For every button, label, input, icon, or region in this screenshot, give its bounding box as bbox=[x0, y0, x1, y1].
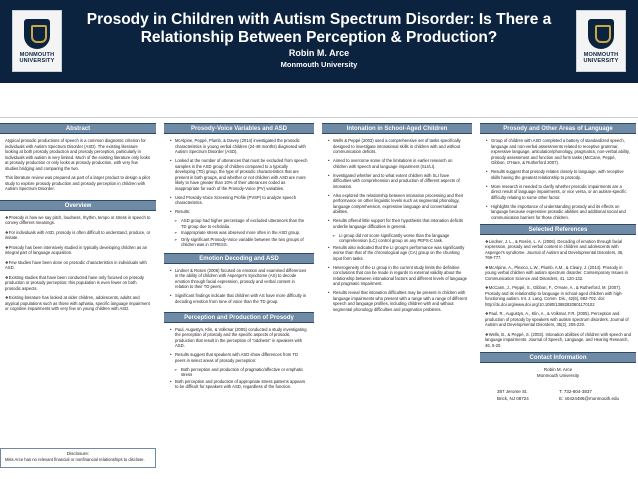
contact-address-line-2: Brick, NJ 08724 bbox=[497, 395, 529, 401]
abstract-body bbox=[0, 138, 156, 192]
intonation-bullet: • Wells & Peppé (2003) used a comprehensive set of tasks specifically designed to investigate intonational skills in children with and without communication deficits. bbox=[327, 138, 467, 155]
overview-item: ❖For individuals with ASD, prosody is often difficult to understand, produce, or imitate. bbox=[5, 229, 151, 240]
poster-title: Prosody in Children with Autism Spectrum Disorder: Is There a Relationship Between Perception & Production? bbox=[86, 11, 552, 46]
poster-affiliation: Monmouth University bbox=[280, 60, 358, 69]
intonation-bullet: • Results reveal that intonation difficulties may be present in children with language impairments who present with a range with a range of different speech and language profiles, including children with and without segmental phonology difficulties and pragmatics problems. bbox=[327, 290, 467, 312]
voice-vars-bullet-sub: ➢ Only significant Prosody-Voice variable between the two groups of children was in STRESS. bbox=[169, 237, 309, 248]
column-1 bbox=[0, 123, 156, 457]
overview-item: ❖Existing studies that have been conducted have only focused on prosody production or prosody perception; this population is even fewer on both prosodic aspects. bbox=[5, 274, 145, 291]
overview-item: ❖Existing literature has looked at older children, adolescents, adults and atypical populations such as those with aphasia, specific language impairment or cognitive impairments with very few on young children with ASD. bbox=[5, 295, 150, 311]
overview-body bbox=[0, 215, 156, 312]
voice-vars-bullet: • Used Prosody-Voice Screening Profile (PVSP) to analyze speech characteristics. bbox=[169, 195, 309, 206]
perception-heading: Perception and Production of Prosody bbox=[164, 312, 314, 323]
perception-bullet: • Results suggest that speakers with ASD show differences from TD peers in select areas of prosody perception: bbox=[169, 352, 309, 363]
logo-text: MONMOUTH UNIVERSITY bbox=[583, 51, 619, 64]
emotion-heading: Emotion Decoding and ASD bbox=[164, 253, 314, 264]
voice-vars-heading: Prosody-Voice Variables and ASD bbox=[164, 123, 314, 134]
intonation-bullet-sub: ➢ LI group did not score significantly worse than the language comprehension (LC) control group on any PEPS-C task. bbox=[327, 233, 467, 244]
overview-item: ❖Prosody is how we say pitch, loudness, rhythm, tempo or stress in speech to convey different meanings. bbox=[5, 214, 151, 225]
intonation-bullet: • Also explored the relationship between intonation processing and their performance on other linguistic levels such as segmental phonology, language comprehension, expressive language and conversational abilities. bbox=[327, 193, 467, 215]
voice-vars-bullet-sub: ➢ ASD group had higher percentage of excluded utterances than the TD group due to echolalia. bbox=[169, 218, 309, 229]
overview-item: ❖Prosody has been intensively studied in typically developing children as an integral part of language acquisition. bbox=[5, 244, 148, 255]
column-2 bbox=[164, 123, 314, 457]
contact-email: E: s0424486@monmouth.edu bbox=[559, 395, 619, 401]
other-areas-bullet: • Group of children with ASD completed a battery of standardized speech, language and non-verbal assessments related to receptive grammar, expressive language, articulation/phonology, pragmatics, non-verbal ability, prosody assessment and function and form tasks (McCann, Peppé, Gibbon, O'Hare, & Rutherford 2007). bbox=[485, 138, 631, 166]
perception-body bbox=[164, 327, 314, 390]
disclosure-text: Miss Arce has no relevant financial or nonfinancial relationships to disclose. bbox=[5, 457, 145, 462]
voice-vars-bullet-sub: ➢ Inappropriate stress was observed more often in the ASD group. bbox=[169, 230, 309, 236]
references-heading: Selected References bbox=[480, 224, 636, 235]
reference-item: ❖McCann, J., Peppé, S., Gibbon, F., O'Hare, A., & Rutherford, M. (2007). Prosody and its relationship to language in school-aged children with high-functioning autism. Int. J. Lang. Comm. Dis., 42(6), 682-702. doi: http://dx.doi.org/www.doi.org/10.1080/13682820601170102 bbox=[485, 285, 623, 307]
university-logo-right bbox=[576, 10, 626, 72]
intonation-bullet: • Results offered little support for their hypothesis that intonation deficits underlie language difficulties in general. bbox=[327, 218, 467, 229]
intonation-body bbox=[322, 138, 472, 312]
contact-heading: Contact Information bbox=[480, 352, 636, 363]
perception-bullet-sub: ➢ Both perception and production of pragmatic/affective or emphatic stress bbox=[169, 367, 309, 378]
contact-body bbox=[480, 367, 636, 402]
voice-vars-bullet: • Results: bbox=[169, 209, 309, 215]
intonation-bullet: • Results also indicated that the LI group's performance was significantly worse than that of the chronological age (CA) group on the chunking input form tasks. bbox=[327, 245, 467, 262]
university-logo-left bbox=[12, 10, 62, 72]
overview-item: ❖Few studies have been done on prosodic characteristics in individuals with ASD. bbox=[5, 259, 147, 270]
column-4 bbox=[480, 123, 636, 457]
intonation-bullet: • Heterogeneity of the LI group in the current study limits the definitive conclusions that can be made in regards to external validity about the relationship between intonational factors and different levels of language and pragmatic impairment. bbox=[327, 265, 467, 287]
overview-heading: Overview bbox=[0, 200, 156, 211]
other-areas-heading: Prosody and Other Areas of Language bbox=[480, 123, 636, 134]
other-areas-bullet: • Results suggest that prosody relates closely to language, with receptive skills having the greatest relationship to prosody. bbox=[485, 169, 631, 180]
contact-name: Robin M. Arce bbox=[543, 367, 573, 372]
contact-address-line-1: 387 Jerome St. bbox=[497, 389, 528, 394]
abstract-paragraph: This literature review was prepared as part of a larger product to design a pilot study to explore prosody production and prosody perception in children with Autism Spectrum Disorder. bbox=[5, 175, 150, 191]
poster-header bbox=[0, 0, 638, 83]
perception-bullet: • Both perception and production of appropriate stress patterns appears to be difficult for speakers with ASD, regardless of the function. bbox=[169, 379, 309, 390]
emotion-body bbox=[164, 268, 314, 305]
reference-item: ❖Paul, R., Augustyn, A., Klin, A., & Volkmar, F.R. (2005). Perception and production of prosody by speakers with autism spectrum disorders. Journal of Autism and Developmental Disorders, 35(2), 205-220. bbox=[485, 311, 629, 327]
reference-item: ❖Lindner, J. L., & Rosén, L. A. (2006). Decoding of emotion through facial expression, prosody and verbal content in children and adolescents with Asperger's syndrome. Journal of Autism and Developmental Disorders, 36, 769-777. bbox=[485, 238, 624, 260]
voice-vars-body bbox=[164, 138, 314, 248]
logo-text: MONMOUTH UNIVERSITY bbox=[19, 51, 55, 64]
disclosure-title: Disclosure: bbox=[66, 451, 90, 456]
contact-phone: T: 732-804-3837 bbox=[559, 389, 592, 394]
reference-item: ❖Wells, B., & Peppé, S. (2003). Intonation abilities of children with speech and language impairments. Journal of Speech, Language, and Hearing Research, 46, 5-20. bbox=[485, 331, 631, 348]
abstract-paragraph: Atypical prosodic productions of speech is a common diagnostic criterion for individuals with Autism Spectrum Disorder (ASD). The existing literature looking at both prosody production and prosody perception, particularly in individuals with autism is very limited. Much of the existing literature only looks at prosody production or only looks at prosody production, with very few studies bridging and comparing the two. bbox=[5, 138, 150, 171]
abstract-heading: Abstract bbox=[0, 123, 156, 134]
reference-item: ❖McAlpine, A., Plexico, L.W., Plumb, A.M., & Cleary, J. (2014). Prosody in young verbal children with autism spectrum disorder. Contemporary Issues in Communication Science and Disorders, 41, 120-132. bbox=[485, 264, 628, 281]
contact-grid bbox=[485, 389, 631, 402]
voice-vars-bullet: • Looked at the number of utterances that must be excluded from speech samples in the ASD group of children compared to a typically developing (TD) group, the type of prosodic characteristics that are present in both groups, and whether or not children with ASD are more likely to have greater than 10% of their utterances coded as inappropriate for each of the Prosody-Voice (PV) variables. bbox=[169, 158, 309, 191]
divider bbox=[0, 117, 638, 118]
other-areas-bullet: • Highlights the importance of understanding prosody and its effects on language because expressive prosodic abilities and additional social and communication barriers for those children. bbox=[485, 204, 631, 221]
perception-bullet: • Paul, Augustyn, Klin, & Volkmar (2005) conducted a study investigating the perception of prosody and the specific aspects of prosodic production that result in the perception of "oddness" in speakers with ASD. bbox=[169, 327, 309, 349]
university-shield-icon bbox=[24, 19, 50, 49]
intonation-bullet: • Investigated whether and to what extent children with SLI have difficulties with comprehension and production of different aspects of intonation. bbox=[327, 173, 467, 190]
emotion-bullet: • Lindner & Rosen (2006) focused on emotion and examined differences in the ability of children with Asperger's Syndrome (AS) to decode emotion through facial expression, prosody and verbal content in relation to their TD peers. bbox=[169, 268, 309, 290]
intonation-bullet: • Aimed to overcome some of the limitations in earlier research on children with speech and language impairment (SLI/LI). bbox=[327, 158, 467, 169]
disclosure-box bbox=[0, 448, 156, 468]
other-areas-body bbox=[480, 138, 636, 220]
voice-vars-bullet: • McAlpine, Peppé, Plumb, & Davey (2014) investigated the prosodic characteristics in young verbal children (24-48 months) diagnosed with Autism Spectrum Disorder (ASD). bbox=[169, 138, 309, 155]
column-3 bbox=[322, 123, 472, 457]
university-shield-icon bbox=[588, 19, 614, 49]
references-body bbox=[480, 239, 636, 349]
poster-author: Robin M. Arce bbox=[288, 48, 350, 58]
emotion-bullet: • Significant findings indicate that children with AS have more difficulty in decoding emotion from tone of voice than the TD group. bbox=[169, 293, 309, 304]
other-areas-bullet: • More research is needed to clarify whether prosodic impairments are a direct result of language impairments, or vice versa, or an autism-specific difficulty relating to some other factor. bbox=[485, 184, 631, 201]
contact-org: Monmouth University bbox=[536, 373, 580, 378]
intonation-heading: Intonation in School-Aged Children bbox=[322, 123, 472, 134]
